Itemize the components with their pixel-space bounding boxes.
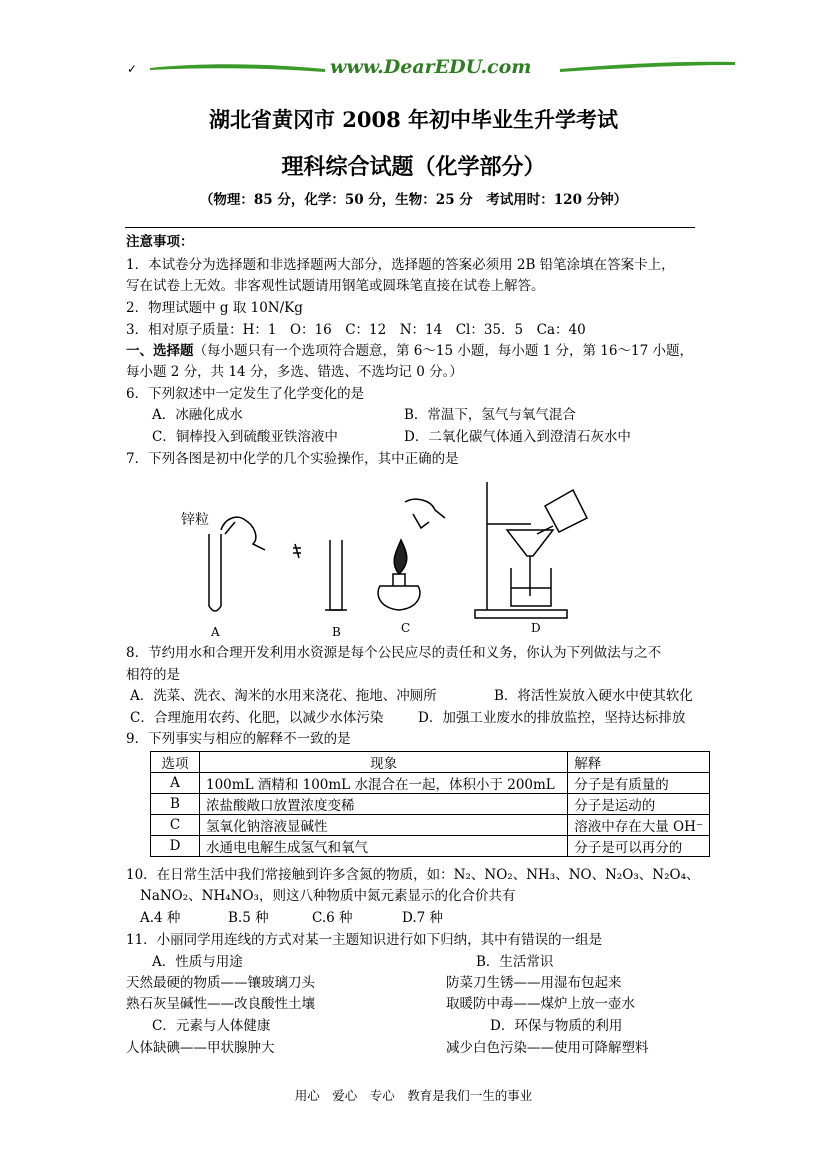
group-a-item: 熟石灰呈碱性——改良酸性土壤 <box>126 996 315 1012</box>
table-cell: C <box>151 815 200 836</box>
explanation-table <box>150 751 710 857</box>
fig-label-c: C <box>401 621 411 635</box>
notice-line: 1．本试卷分为选择题和非选择题两大部分，选择题的答案必须用 2B 铅笔涂填在答案卡上， <box>126 257 675 273</box>
header-url: www.DearEDU.com <box>330 56 532 78</box>
fig-label-d: D <box>531 621 541 635</box>
question-stem: 7．下列各图是初中化学的几个实验操作，其中正确的是 <box>126 451 459 467</box>
experiment-figure <box>175 478 615 638</box>
table-cell: B <box>151 794 200 815</box>
page-subtitle: 理科综合试题（化学部分） <box>281 154 546 180</box>
group-d-title: D．环保与物质的利用 <box>490 1018 623 1034</box>
notice-line: 2．物理试题中 g 取 10N/Kg <box>126 300 303 316</box>
option-b: B．常温下，氢气与氧气混合 <box>404 407 576 423</box>
notice-line: 3．相对原子质量：H：1 O：16 C：12 N：14 Cl：35．5 Ca：40 <box>126 322 586 338</box>
group-d-item: 减少白色污染——使用可降解塑料 <box>446 1040 649 1056</box>
option-b: B．将活性炭放入硬水中使其软化 <box>494 688 693 704</box>
fig-label-zinc: 锌粒 <box>181 512 209 528</box>
notice-heading: 注意事项： <box>126 234 194 250</box>
divider <box>125 227 695 228</box>
table-row <box>151 773 710 794</box>
option-a: A．冰融化成水 <box>152 407 243 423</box>
option-c: C.6 种 <box>312 910 353 926</box>
option-c: C．合理施用农药、化肥，以减少水体污染 <box>130 710 384 726</box>
table-row <box>151 815 710 836</box>
question-stem: 8．节约用水和合理开发利用水资源是每个公民应尽的责任和义务，你认为下列做法与之不 <box>126 645 662 661</box>
section-desc: 每小题 2 分，共 14 分，多选、错选、不选均记 0 分。） <box>126 364 463 380</box>
option-b: B.5 种 <box>228 910 269 926</box>
question-stem: 11．小丽同学用连线的方式对某一主题知识进行如下归纳，其中有错误的一组是 <box>126 932 603 948</box>
question-stem: 9．下列事实与相应的解释不一致的是 <box>126 731 351 747</box>
table-cell: 分子是运动的 <box>568 794 710 815</box>
question-stem: 6．下列叙述中一定发生了化学变化的是 <box>126 386 365 402</box>
section-desc: （每小题只有一个选项符合题意，第 6～15 小题，每小题 1 分，第 16～17 小题， <box>193 343 693 359</box>
section-intro <box>126 341 693 361</box>
section-label: 一、选择题 <box>126 343 194 359</box>
option-a: A.4 种 <box>140 910 181 926</box>
group-b-item: 防菜刀生锈——用湿布包起来 <box>446 975 622 991</box>
notice-line: 写在试卷上无效。非客观性试题请用钢笔或圆珠笔直接在试卷上解答。 <box>126 278 545 294</box>
option-c: C．铜棒投入到硫酸亚铁溶液中 <box>152 429 338 445</box>
table-cell: D <box>151 836 200 857</box>
table-cell: 浓盐酸敞口放置浓度变稀 <box>200 794 568 815</box>
table-header-row <box>151 752 710 773</box>
group-a-item: 天然最硬的物质——镶玻璃刀头 <box>126 975 315 991</box>
table-cell: 氢氧化钠溶液显碱性 <box>200 815 568 836</box>
group-a-title: A．性质与用途 <box>152 954 243 970</box>
question-stem: 10．在日常生活中我们常接触到许多含氮的物质，如：N₂、NO₂、NH₃、NO、N₂O₃、N₂O₄、 <box>126 867 700 883</box>
table-cell: 分子是可以再分的 <box>568 836 710 857</box>
table-row <box>151 794 710 815</box>
group-c-title: C．元素与人体健康 <box>152 1018 271 1034</box>
option-d: D．加强工业废水的排放监控，坚持达标排放 <box>418 710 686 726</box>
table-header: 现象 <box>200 752 568 773</box>
table-header: 选项 <box>151 752 200 773</box>
page-title: 湖北省黄冈市 2008 年初中毕业生升学考试 <box>208 107 619 132</box>
option-d: D.7 种 <box>402 910 444 926</box>
question-stem: NaNO₂、NH₄NO₃，则这八种物质中氮元素显示的化合价共有 <box>140 888 516 904</box>
table-cell: 100mL 酒精和 100mL 水混合在一起，体积小于 200mL <box>200 773 568 794</box>
group-c-item: 人体缺碘——甲状腺肿大 <box>126 1040 275 1056</box>
group-b-item: 取暖防中毒——煤炉上放一壶水 <box>446 996 635 1012</box>
table-header: 解释 <box>568 752 710 773</box>
table-cell: A <box>151 773 200 794</box>
page-footer: 用心 爱心 专心 教育是我们一生的事业 <box>294 1088 533 1103</box>
fig-label-b: B <box>332 625 341 638</box>
score-info: （物理：85 分，化学：50 分，生物：25 分 考试用时：120 分钟） <box>199 192 628 208</box>
option-d: D．二氧化碳气体通入到澄清石灰水中 <box>404 429 631 445</box>
group-b-title: B．生活常识 <box>476 954 554 970</box>
table-cell: 水通电电解生成氢气和氧气 <box>200 836 568 857</box>
table-cell: 溶液中存在大量 OH⁻ <box>568 815 710 836</box>
table-row <box>151 836 710 857</box>
option-a: A．洗菜、洗衣、淘米的水用来浇花、拖地、冲厕所 <box>130 688 437 704</box>
table-cell: 分子是有质量的 <box>568 773 710 794</box>
check-mark: ✓ <box>127 62 138 76</box>
question-stem: 相符的是 <box>126 667 180 683</box>
fig-label-a: A <box>211 625 220 638</box>
